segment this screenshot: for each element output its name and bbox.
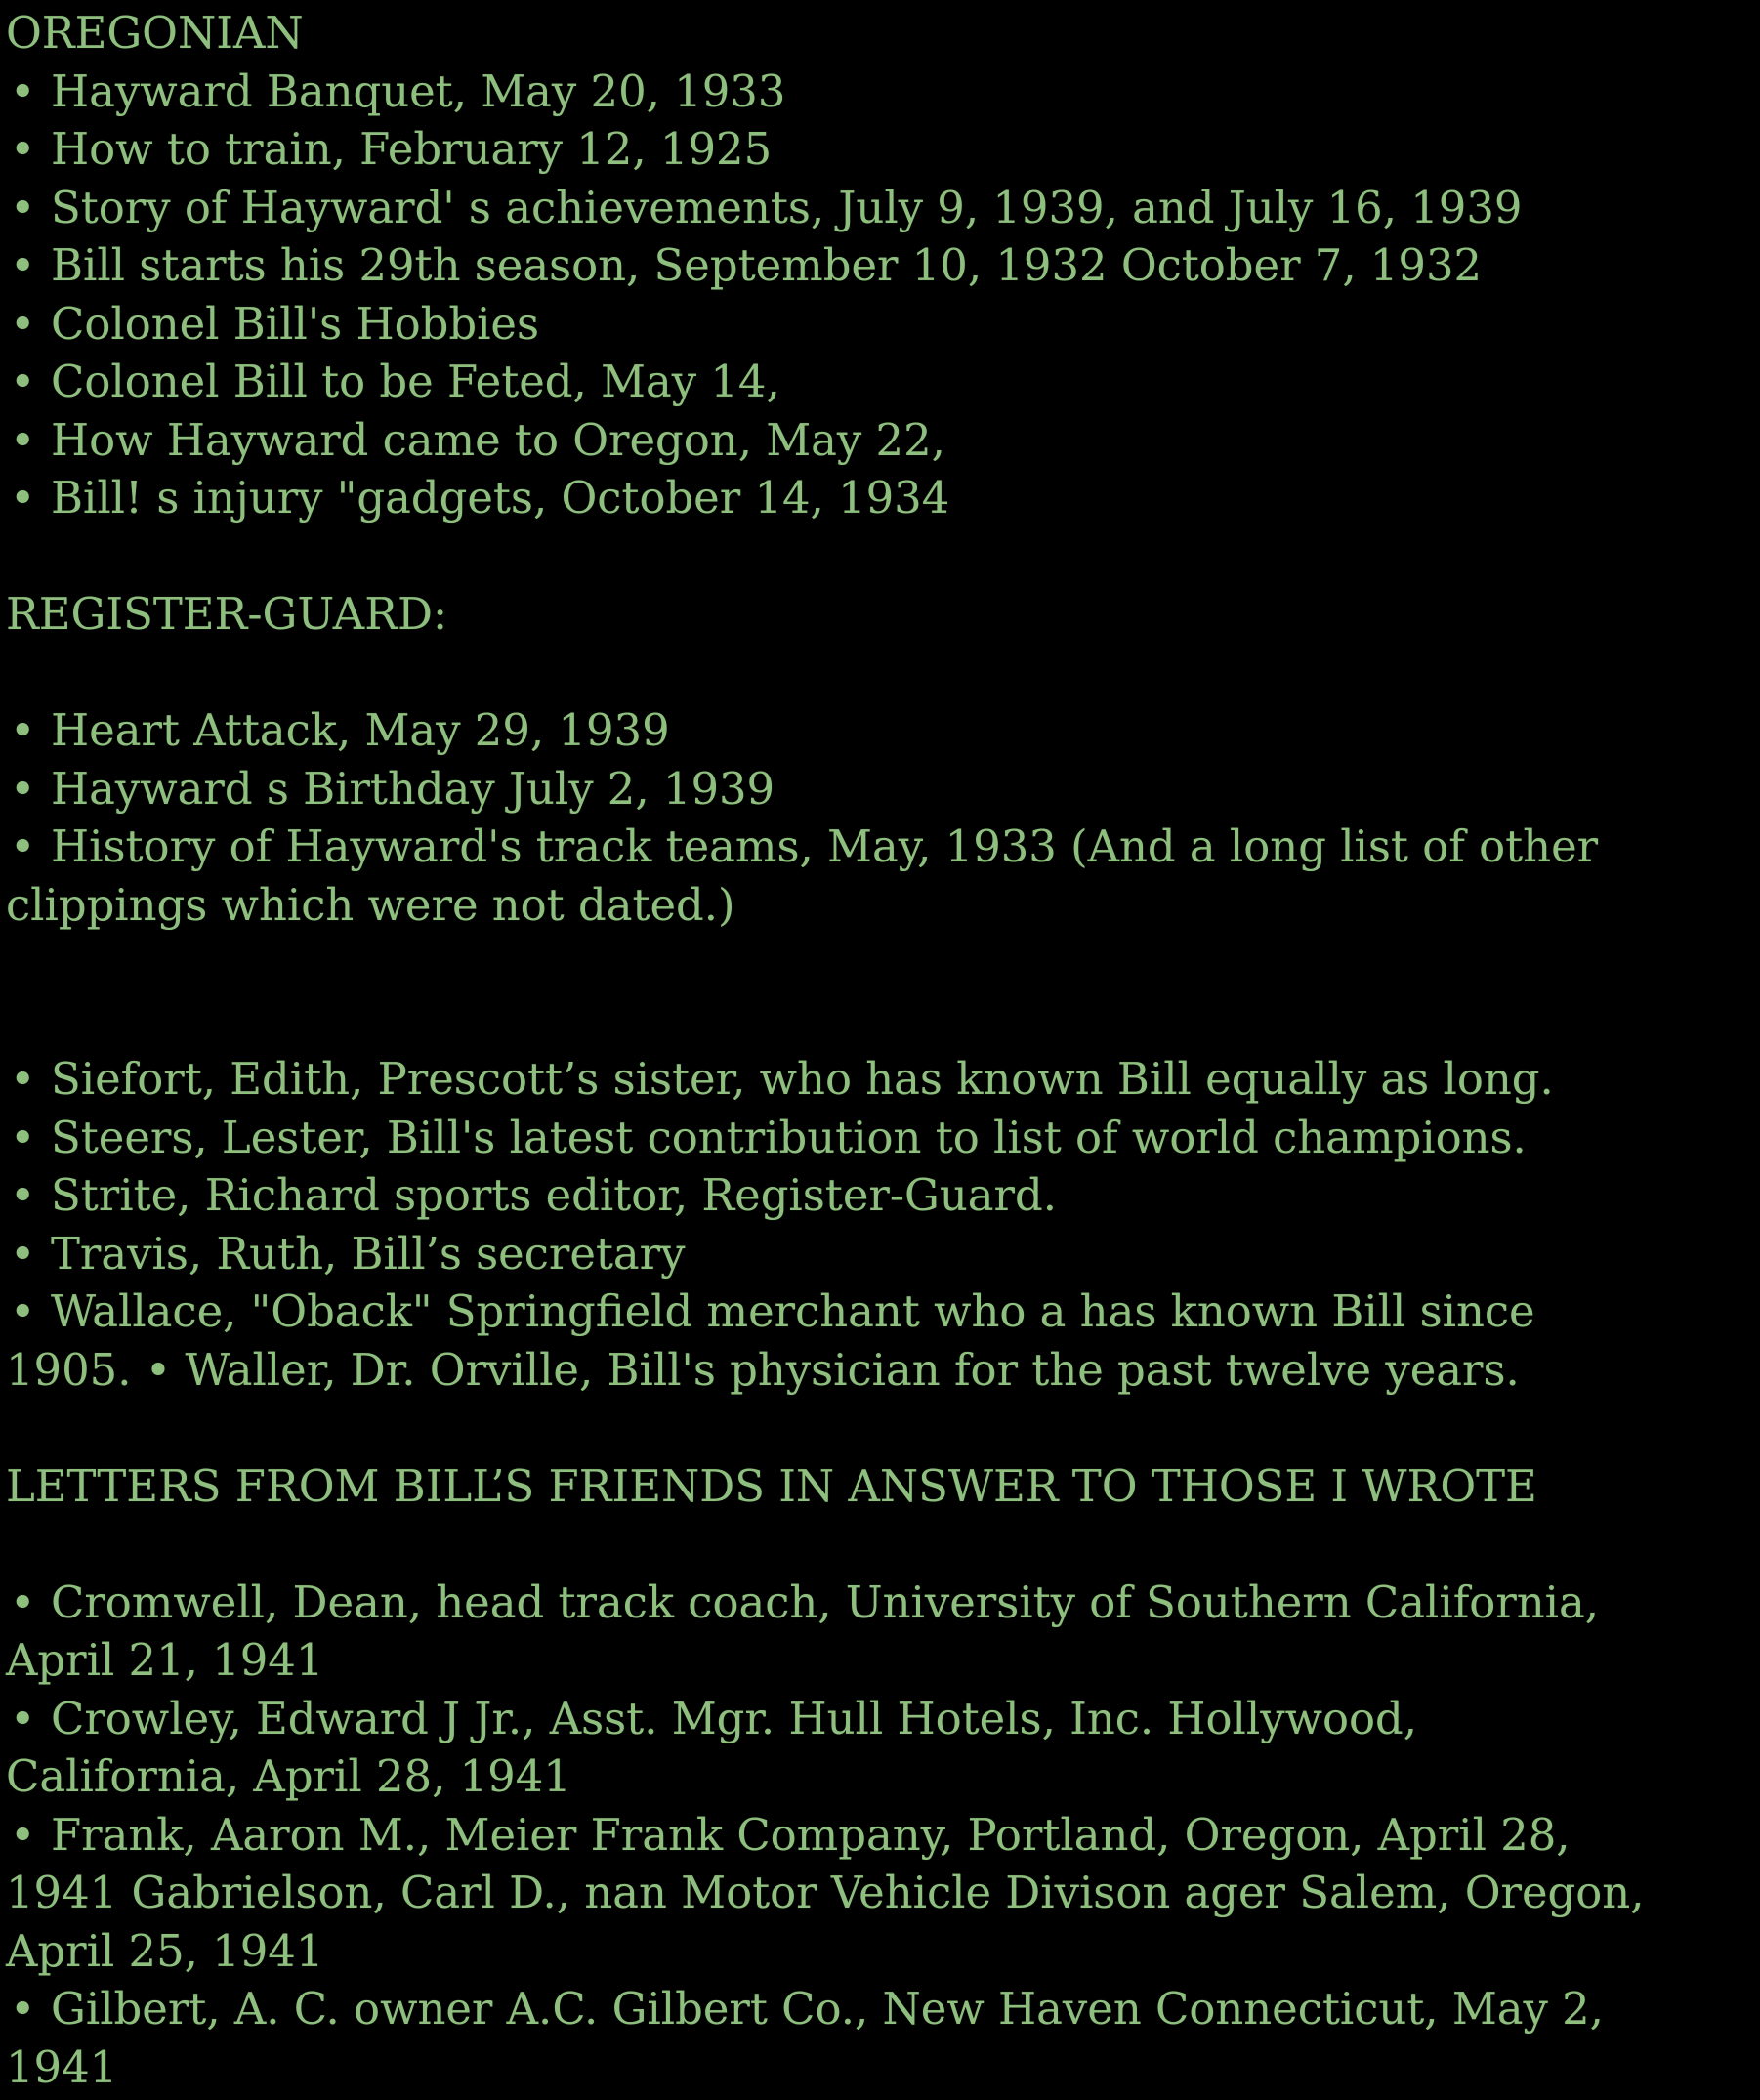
list-item [6,1980,1760,2038]
list-item [6,818,1760,876]
bullet-icon: • [10,181,36,233]
list-item [6,1109,1760,1167]
list-item [6,236,1760,295]
bullet-icon: • [10,1983,36,2035]
spacer [6,934,1760,992]
spacer [6,527,1760,586]
spacer [6,992,1760,1051]
list-item [6,1806,1760,1865]
list-item [6,353,1760,411]
list-item [6,411,1760,470]
bullet-icon: • [10,64,36,117]
list-item-continuation: 1941 Gabrielson, Carl D., nan Motor Vehicle Divison ager Salem, Oregon, [6,1867,1645,1918]
list-item-text: Heart Attack, May 29, 1939 [51,704,670,756]
list-item-text: How to train, February 12, 1925 [51,123,773,175]
list-item-continuation: 1941 [6,2040,118,2093]
bullet-icon: • [10,413,36,466]
list-item-text: Strite, Richard sports editor, Register-Guard. [51,1169,1057,1221]
list-item-text: Cromwell, Dean, head track coach, University of Southern California, [51,1575,1600,1628]
list-item-text: Hayward Banquet, May 20, 1933 [51,64,786,117]
bullet-icon: • [10,1808,36,1861]
list-item-text: Hayward s Birthday July 2, 1939 [51,762,775,815]
bullet-icon: • [10,297,36,350]
bullet-icon: • [10,704,36,756]
list-item-text: Colonel Bill to be Feted, May 14, [51,356,780,407]
list-item-continuation: California, April 28, 1941 [6,1750,571,1802]
list-item-text: Travis, Ruth, Bill’s secretary [51,1227,686,1280]
list-item-text: Crowley, Edward J Jr., Asst. Mgr. Hull Hotels, Inc. Hollywood, [51,1692,1418,1744]
list-item [6,295,1760,354]
list-item-text: History of Hayward's track teams, May, 1933 (And a long list of other [51,820,1599,872]
list-item-text: Story of Hayward' s achievements, July 9, 1939, and July 16, 1939 [51,181,1523,233]
list-item [6,1166,1760,1225]
bullet-icon: • [10,1575,36,1628]
list-item [6,120,1760,179]
list-item-text: Colonel Bill's Hobbies [51,297,540,350]
list-item-text: Siefort, Edith, Prescott’s sister, who has known Bill equally as long. [51,1053,1554,1105]
list-item [6,1574,1760,1632]
spacer [6,644,1760,702]
bullet-icon: • [10,356,36,407]
spacer [6,1515,1760,1574]
list-item [6,1050,1760,1109]
bullet-icon: • [10,1169,36,1221]
list-item-continuation: April 21, 1941 [6,1634,324,1686]
bullet-icon: • [10,123,36,175]
list-item-text: Steers, Lester, Bill's latest contribution to list of world champions. [51,1111,1527,1163]
list-item-text: Gilbert, A. C. owner A.C. Gilbert Co., New Haven Connecticut, May 2, [51,1983,1604,2035]
list-item-text: Bill starts his 29th season, September 10, 1932 October 7, 1932 [51,239,1483,291]
letters-heading: LETTERS FROM BILL’S FRIENDS IN ANSWER TO THOSE I WROTE [6,1459,1537,1512]
bullet-icon: • [10,820,36,872]
bullet-icon: • [10,762,36,815]
list-item [6,1225,1760,1283]
list-item-continuation: clippings which were not dated.) [6,878,735,931]
list-item [6,179,1760,237]
list-item [6,469,1760,527]
list-item [6,701,1760,760]
list-item-text: Wallace, "Oback" Springfield merchant who a has known Bill since [51,1285,1535,1337]
bullet-icon: • [10,1111,36,1163]
list-item [6,1282,1760,1341]
list-item [6,760,1760,819]
list-item [6,63,1760,121]
bullet-icon: • [10,1285,36,1337]
oregonian-heading: OREGONIAN [6,7,304,59]
list-item-text: Bill! s injury "gadgets, October 14, 1934 [51,472,950,524]
bullet-icon: • [10,1053,36,1105]
spacer [6,1399,1760,1457]
list-item-continuation: 1905. • Waller, Dr. Orville, Bill's physician for the past twelve years. [6,1343,1520,1396]
bullet-icon: • [10,472,36,524]
list-item [6,1690,1760,1748]
list-item-text: Frank, Aaron M., Meier Frank Company, Portland, Oregon, April 28, [51,1808,1571,1861]
bullet-icon: • [10,239,36,291]
register-guard-heading: REGISTER-GUARD: [6,588,448,640]
bullet-icon: • [10,1692,36,1744]
bullet-icon: • [10,1227,36,1280]
list-item-text: How Hayward came to Oregon, May 22, [51,413,945,466]
list-item-continuation: April 25, 1941 [6,1924,324,1977]
